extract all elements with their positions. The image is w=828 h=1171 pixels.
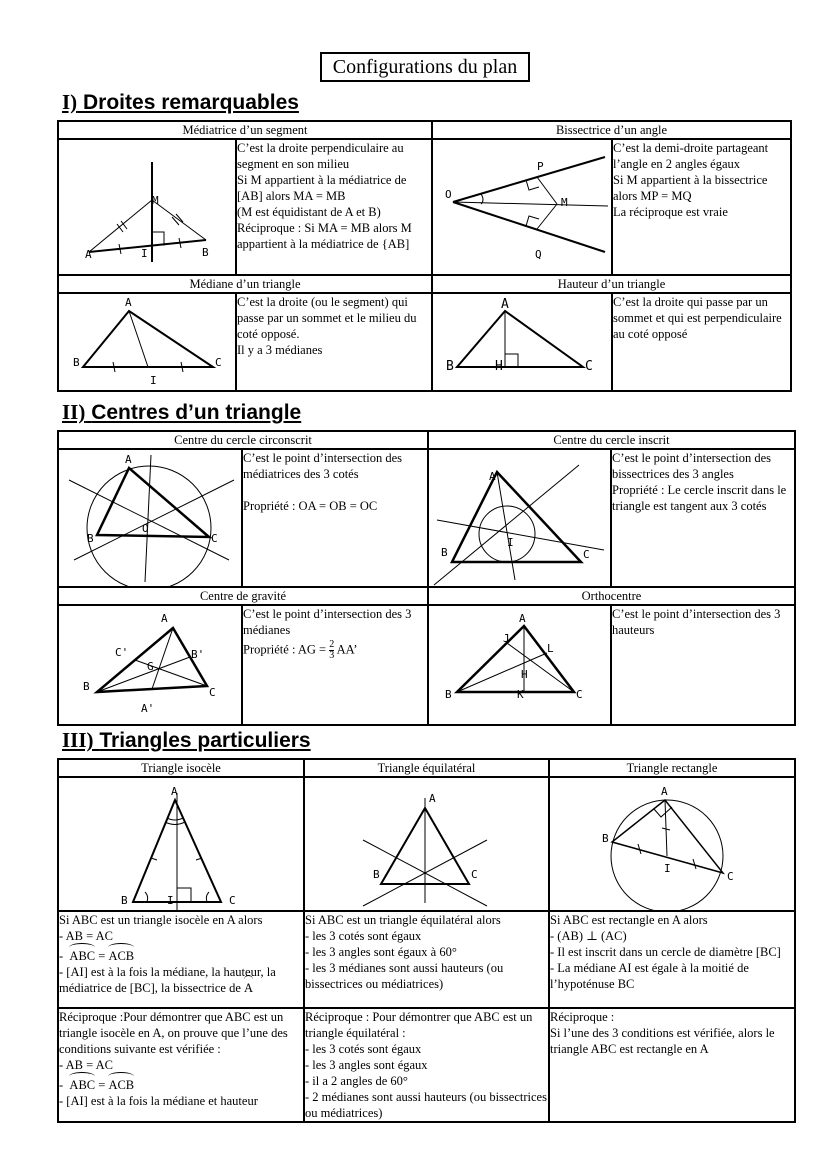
mediatrice-line: Réciproque : Si MA = MB alors M appartient à la médiatrice de {AB] — [237, 221, 412, 251]
recip-line: Réciproque : Pour démontrer que ABC est un triangle équilatéral : — [305, 1010, 533, 1040]
mediane-line: Il y a 3 médianes — [237, 343, 323, 357]
section-label: Triangles particuliers — [99, 729, 311, 752]
label-b: B — [441, 546, 448, 559]
circonscrit-text — [242, 449, 428, 587]
prop-line: - [AI] est à la fois la médiane, la hauteur, la médiatrice de [BC], la bissectrice de A — [59, 965, 276, 995]
prop-line: - AB = AC — [59, 929, 113, 943]
isocele-reciproque — [58, 1008, 304, 1122]
label-m: M — [561, 196, 568, 209]
section-number: I) — [62, 90, 78, 114]
inscrit-line: C’est le point d’intersection des bissectrices des 3 angles — [612, 451, 771, 481]
label-j: J — [503, 632, 510, 645]
orthocentre-line: C’est le point d’intersection des 3 hauteurs — [612, 607, 781, 637]
circonscrit-header: Centre du cercle circonscrit — [58, 431, 428, 449]
circonscrit-figure — [58, 449, 242, 587]
label-l: L — [547, 642, 554, 655]
prop-line: - (AB) ⊥ (AC) — [550, 929, 627, 943]
label-a: A — [125, 296, 132, 309]
equilateral-figure — [304, 777, 549, 911]
label-b: B — [73, 356, 80, 369]
label-a: A — [429, 792, 436, 805]
prop-line: - les 3 médianes sont aussi hauteurs (ou bissectrices ou médiatrices) — [305, 961, 504, 991]
label-b: B — [445, 688, 452, 701]
recip-line: - AB = AC — [59, 1058, 113, 1072]
label-c: C — [585, 359, 593, 374]
hauteur-figure — [432, 293, 612, 391]
label-h: H — [521, 668, 528, 681]
gravite-text — [242, 605, 428, 725]
recip-line: - il a 2 angles de 60° — [305, 1074, 408, 1088]
gravite-property: Propriété : AG = $\frac{2}{3}$ AA’ — [243, 639, 358, 661]
rectangle-figure — [549, 777, 795, 911]
label-b: B — [602, 832, 609, 845]
recip-line: Réciproque : — [550, 1010, 615, 1024]
label-a-prime: A' — [141, 702, 155, 715]
section-number: III) — [62, 728, 94, 752]
label-a: A — [85, 248, 92, 261]
rectangle-header: Triangle rectangle — [549, 759, 795, 777]
mediatrice-header: Médiatrice d’un segment — [58, 121, 432, 139]
mediatrice-line: (M est équidistant de A et B) — [237, 205, 381, 219]
label-k: K — [517, 688, 524, 701]
mediatrice-line: C’est la droite perpendiculaire au segment en son milieu — [237, 141, 404, 171]
label-c-prime: C' — [115, 646, 129, 659]
equilateral-properties — [304, 911, 549, 1008]
recip-angle-line: - ABC = ACB — [59, 1078, 135, 1092]
label-c: C — [211, 532, 218, 545]
inscrit-line: Propriété : Le cercle inscrit dans le triangle est tangent aux 3 cotés — [612, 483, 787, 513]
label-c: C — [583, 548, 590, 561]
orthocentre-header: Orthocentre — [428, 587, 795, 605]
prop-line: - La médiane AI est égale à la moitié de l’hypoténuse BC — [550, 961, 749, 991]
label-i: I — [150, 374, 157, 387]
label-a: A — [125, 453, 132, 466]
section-heading-2 — [62, 400, 301, 425]
rectangle-properties — [549, 911, 795, 1008]
label-a: A — [519, 612, 526, 625]
label-o: O — [445, 188, 452, 201]
section-number: II) — [62, 400, 86, 424]
recip-line: - [AI] est à la fois la médiane et hauteur — [59, 1094, 258, 1108]
label-b: B — [87, 532, 94, 545]
bissectrice-header: Bissectrice d’un angle — [432, 121, 791, 139]
label-c: C — [471, 868, 478, 881]
label-i: I — [167, 894, 174, 907]
mediane-text — [236, 293, 432, 391]
angle-a: A — [244, 981, 254, 995]
isocele-properties — [58, 911, 304, 1008]
mediatrice-text — [236, 139, 432, 275]
label-b: B — [202, 246, 209, 259]
centres-table — [57, 430, 796, 726]
bissectrice-text — [612, 139, 791, 275]
mediane-figure — [58, 293, 236, 391]
isocele-header: Triangle isocèle — [58, 759, 304, 777]
label-a: A — [661, 785, 668, 798]
gravite-line: C’est le point d’intersection des 3 médianes — [243, 607, 412, 637]
droites-table — [57, 120, 792, 392]
gravite-header: Centre de gravité — [58, 587, 428, 605]
recip-line: Si l’une des 3 conditions est vérifiée, alors le triangle ABC est rectangle en A — [550, 1026, 775, 1056]
label-c: C — [229, 894, 236, 907]
label-b: B — [373, 868, 380, 881]
gravite-figure — [58, 605, 242, 725]
angle-abc: ABC — [69, 1078, 96, 1092]
fraction: $\frac{2}{3}$ — [329, 639, 335, 661]
particuliers-table — [57, 758, 796, 1123]
label-i: I — [664, 862, 671, 875]
label-i: I — [141, 247, 148, 260]
prop-line: - les 3 cotés sont égaux — [305, 929, 422, 943]
label-a: A — [171, 785, 178, 798]
label-b: B — [121, 894, 128, 907]
prop-line: - Il est inscrit dans un cercle de diamètre [BC] — [550, 945, 781, 959]
rectangle-reciproque — [549, 1008, 795, 1122]
angle-abc: ABC — [69, 949, 96, 963]
equilateral-reciproque — [304, 1008, 549, 1122]
angle-acb: ACB — [108, 949, 135, 963]
orthocentre-text — [611, 605, 795, 725]
label-a: A — [489, 470, 496, 483]
label-a: A — [161, 612, 168, 625]
inscrit-text — [611, 449, 795, 587]
label-p: P — [537, 160, 544, 173]
page-title: Configurations du plan — [320, 52, 530, 82]
equilateral-header: Triangle équilatéral — [304, 759, 549, 777]
inscrit-figure — [428, 449, 611, 587]
label-c: C — [727, 870, 734, 883]
label-b: B — [446, 359, 454, 374]
mediatrice-line: Si M appartient à la médiatrice de [AB] alors MA = MB — [237, 173, 407, 203]
prop-line: Si ABC est rectangle en A alors — [550, 913, 708, 927]
orthocentre-figure — [428, 605, 611, 725]
bissectrice-figure — [432, 139, 612, 275]
label-b: B — [83, 680, 90, 693]
label-m: M — [152, 194, 159, 207]
section-label: Centres d’un triangle — [91, 401, 302, 424]
label-c: C — [215, 356, 222, 369]
label-g: G — [147, 660, 154, 673]
label-c: C — [209, 686, 216, 699]
circonscrit-property: Propriété : OA = OB = OC — [243, 499, 378, 513]
label-a: A — [501, 297, 509, 312]
label-i: I — [507, 536, 514, 549]
mediane-header: Médiane d’un triangle — [58, 275, 432, 293]
hauteur-header: Hauteur d’un triangle — [432, 275, 791, 293]
circonscrit-line: C’est le point d’intersection des médiatrices des 3 cotés — [243, 451, 402, 481]
prop-angle-line: - ABC = ACB — [59, 949, 135, 963]
prop-line: Si ABC est un triangle équilatéral alors — [305, 913, 501, 927]
prop-line: Si ABC est un triangle isocèle en A alors — [59, 913, 263, 927]
hauteur-text — [612, 293, 791, 391]
label-c: C — [576, 688, 583, 701]
mediatrice-figure — [58, 139, 236, 275]
label-o: O — [142, 522, 149, 535]
isocele-figure — [58, 777, 304, 911]
hauteur-line: C’est la droite qui passe par un sommet et qui est perpendiculaire au coté opposé — [613, 295, 782, 341]
prop-line: - les 3 angles sont égaux à 60° — [305, 945, 457, 959]
bissectrice-line: Si M appartient à la bissectrice alors MP = MQ — [613, 173, 768, 203]
bissectrice-line: C’est la demi-droite partageant l’angle en 2 angles égaux — [613, 141, 769, 171]
recip-line: - les 3 angles sont égaux — [305, 1058, 428, 1072]
recip-line: Réciproque :Pour démontrer que ABC est un triangle isocèle en A, on prouve que l’une des conditions suivante est vérifiée : — [59, 1010, 288, 1056]
bissectrice-line: La réciproque est vraie — [613, 205, 728, 219]
section-heading-1 — [62, 90, 299, 115]
section-label: Droites remarquables — [83, 91, 299, 114]
recip-line: - les 3 cotés sont égaux — [305, 1042, 422, 1056]
inscrit-header: Centre du cercle inscrit — [428, 431, 795, 449]
mediane-line: C’est la droite (ou le segment) qui passe par un sommet et le milieu du coté opposé. — [237, 295, 417, 341]
label-b-prime: B' — [191, 648, 205, 661]
label-q: Q — [535, 248, 542, 261]
section-heading-3 — [62, 728, 311, 753]
label-h: H — [495, 359, 503, 374]
recip-line: - 2 médianes sont aussi hauteurs (ou bissectrices ou médiatrices) — [305, 1090, 547, 1120]
angle-acb: ACB — [108, 1078, 135, 1092]
